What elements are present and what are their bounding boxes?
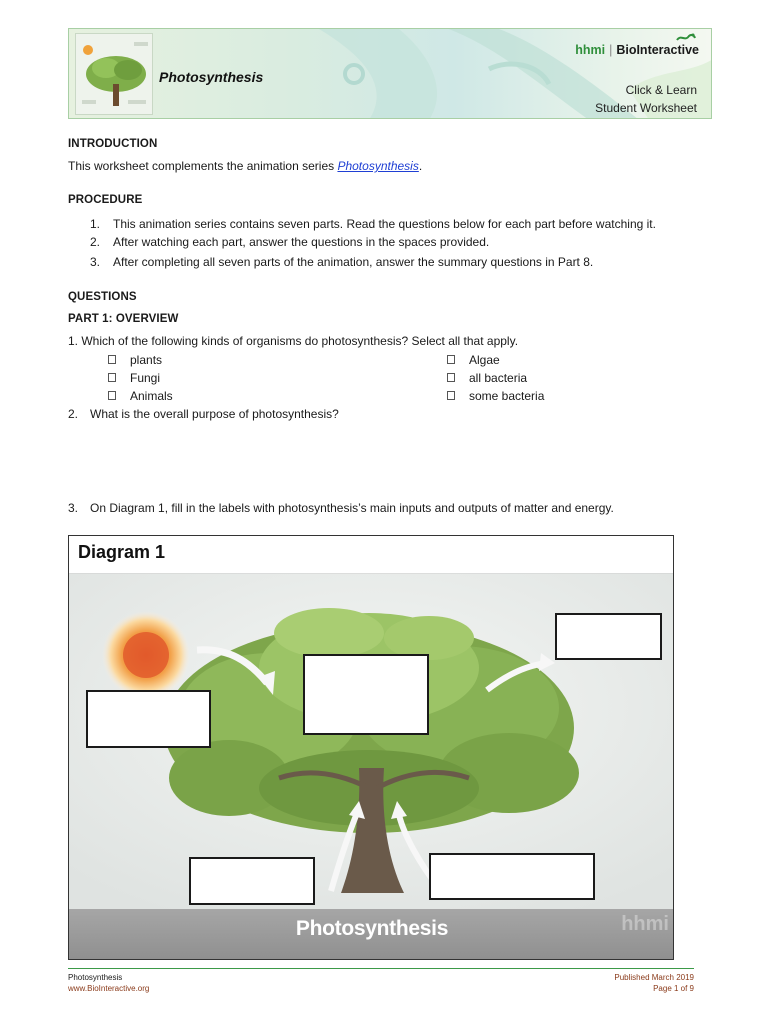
- diagram-watermark: hhmi: [621, 913, 669, 935]
- footer-left: [68, 972, 149, 994]
- diagram-1: [68, 535, 674, 960]
- label-box-center[interactable]: [303, 654, 429, 735]
- banner-subtitle: [595, 81, 697, 117]
- footer-title: Photosynthesis: [68, 973, 123, 982]
- option-algae: Algae: [469, 353, 500, 367]
- diagram-footer-bar: [69, 909, 674, 960]
- question-2-num: 2.: [68, 407, 79, 421]
- option-some-bacteria: some bacteria: [469, 389, 545, 403]
- question-3-num: 3.: [68, 501, 79, 515]
- footer-page-number: Page 1 of 9: [653, 984, 694, 993]
- checkbox-plants[interactable]: [108, 355, 116, 364]
- procedure-item-1: This animation series contains seven parts. Read the questions below for each part before watching it.: [113, 217, 656, 231]
- procedure-item-3: After completing all seven parts of the animation, answer the summary questions in Part 8.: [113, 255, 594, 269]
- checkbox-all-bacteria[interactable]: [447, 373, 455, 382]
- option-plants: plants: [130, 353, 163, 367]
- label-box-bottom-left[interactable]: [189, 857, 315, 905]
- label-box-left[interactable]: [86, 690, 211, 748]
- introduction-heading: INTRODUCTION: [68, 138, 158, 150]
- brand-name: BioInteractive: [616, 43, 699, 57]
- diagram-footer-title: Photosynthesis: [295, 917, 449, 940]
- procedure-item-2: After watching each part, answer the questions in the spaces provided.: [113, 235, 490, 249]
- label-box-top-right[interactable]: [555, 613, 662, 660]
- footer-rule: [68, 968, 694, 969]
- part1-heading: PART 1: OVERVIEW: [68, 313, 179, 325]
- option-fungi: Fungi: [130, 371, 161, 385]
- checkbox-some-bacteria[interactable]: [447, 391, 455, 400]
- footer-right: [614, 972, 694, 994]
- introduction-text-after: .: [418, 159, 423, 173]
- procedure-item-1-num: 1.: [90, 217, 101, 231]
- brand-separator: |: [609, 43, 613, 57]
- question-1-text: 1. Which of the following kinds of organisms do photosynthesis? Select all that apply.: [68, 334, 519, 348]
- checkbox-animals[interactable]: [108, 391, 116, 400]
- subtitle-line-2: Student Worksheet: [595, 101, 697, 115]
- checkbox-algae[interactable]: [447, 355, 455, 364]
- procedure-item-3-num: 3.: [90, 255, 101, 269]
- introduction-text-before: This worksheet complements the animation series: [68, 159, 338, 173]
- diagram-title: Diagram 1: [78, 542, 166, 562]
- brand-logo: [575, 43, 699, 57]
- footer-url[interactable]: www.BioInteractive.org: [68, 984, 150, 993]
- option-animals: Animals: [130, 389, 173, 403]
- checkbox-fungi[interactable]: [108, 373, 116, 382]
- header-banner: [68, 28, 712, 119]
- subtitle-line-1: Click & Learn: [625, 83, 697, 97]
- procedure-item-2-num: 2.: [90, 235, 101, 249]
- question-2-text: What is the overall purpose of photosynthesis?: [90, 407, 339, 421]
- label-box-bottom-right[interactable]: [429, 853, 595, 900]
- brand-hhmi: hhmi: [575, 43, 606, 57]
- footer-published: Published March 2019: [614, 973, 694, 982]
- introduction-text: [68, 159, 422, 174]
- question-3-text: On Diagram 1, fill in the labels with photosynthesis’s main inputs and outputs of matter and energy.: [90, 501, 614, 515]
- photosynthesis-link[interactable]: Photosynthesis: [337, 159, 419, 173]
- banner-title: Photosynthesis: [159, 69, 264, 85]
- question-2-answer-space[interactable]: [90, 426, 690, 492]
- questions-heading: QUESTIONS: [68, 291, 137, 303]
- option-all-bacteria: all bacteria: [469, 371, 528, 385]
- banner-thumbnail: [75, 33, 153, 115]
- tree-thumbnail-icon: [76, 34, 154, 116]
- procedure-heading: PROCEDURE: [68, 194, 143, 206]
